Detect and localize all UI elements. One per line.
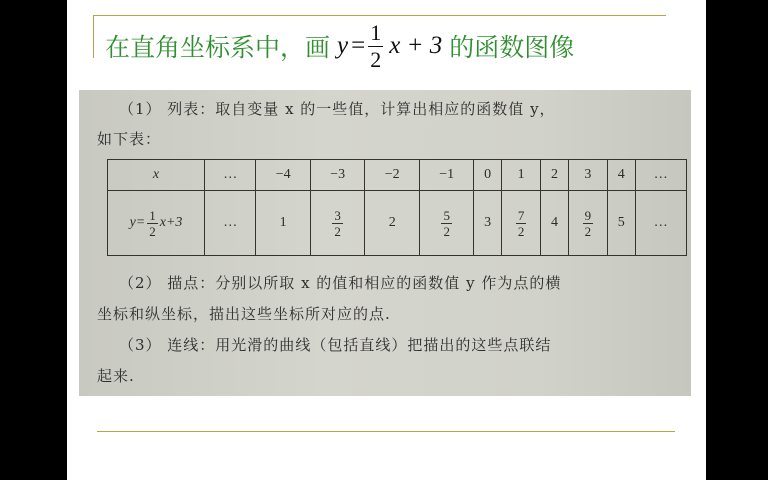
cell-fraction <box>332 209 343 238</box>
formula-equals: = <box>351 32 366 59</box>
cell-numerator: 5 <box>443 207 450 223</box>
title-prefix: 在直角坐标系中，画 <box>105 33 331 62</box>
table-cell-y: 1 <box>256 191 311 256</box>
table-cell-x: … <box>635 160 687 191</box>
y-label-den: 2 <box>149 223 156 239</box>
cell-denominator: 2 <box>443 223 450 239</box>
bottom-rule <box>97 431 675 432</box>
table-cell-y <box>419 191 474 256</box>
cell-fraction <box>516 209 527 238</box>
step1-line1: （1） 列表：取自变量 x 的一些值，计算出相应的函数值 y， <box>119 100 556 118</box>
table-cell-x: 2 <box>541 160 568 191</box>
table-cell-x: −1 <box>419 160 474 191</box>
table-cell-y <box>501 191 540 256</box>
cell-denominator: 2 <box>584 223 592 239</box>
table-cell-x: 4 <box>608 160 635 191</box>
cell-numerator: 7 <box>517 207 525 223</box>
step3-line1: （3） 连线：用光滑的曲线（包括直线）把描出的这些点联结 <box>119 336 552 354</box>
cell-denominator: 2 <box>517 223 525 239</box>
title-suffix: 的函数图像 <box>449 33 575 62</box>
table-cell-y: … <box>635 191 687 256</box>
table-cell-x: 1 <box>501 160 540 191</box>
table-cell-x: 3 <box>568 160 607 191</box>
table-cell-y: … <box>205 191 256 256</box>
table-cell-y <box>310 191 365 256</box>
table-cell-y: 4 <box>541 191 568 256</box>
formula-rest: x + 3 <box>389 32 443 59</box>
table-cell-y: 3 <box>474 191 501 256</box>
formula-y: y <box>337 32 349 59</box>
y-label-num: 1 <box>149 207 156 223</box>
step2-line2: 坐标和纵坐标，描出这些坐标所对应的点. <box>97 305 391 323</box>
step1-line2: 如下表： <box>97 130 162 148</box>
slide-title <box>105 14 574 78</box>
y-label-fraction <box>147 209 158 238</box>
table-cell-x: 0 <box>474 160 501 191</box>
table-cell-x: … <box>205 160 256 191</box>
table-cell-y: 2 <box>365 191 420 256</box>
table-row-y <box>108 191 687 256</box>
textbook-photo <box>79 90 691 396</box>
table-header-y <box>108 191 205 256</box>
cell-numerator: 3 <box>334 207 341 223</box>
cell-denominator: 2 <box>334 223 341 239</box>
step2-line1: （2） 描点：分别以所取 x 的值和相应的函数值 y 作为点的横 <box>119 274 562 292</box>
cell-fraction <box>583 209 594 238</box>
table-cell-y: 5 <box>608 191 635 256</box>
fraction-numerator: 1 <box>370 19 382 45</box>
cell-fraction <box>441 209 452 238</box>
table-cell-x: −3 <box>310 160 365 191</box>
table-cell-x: −2 <box>365 160 420 191</box>
slide <box>67 0 706 480</box>
formula-fraction <box>368 19 383 72</box>
value-table <box>107 159 687 256</box>
fraction-denominator: 2 <box>370 46 382 72</box>
y-label-left: y= <box>129 215 146 230</box>
title-formula <box>334 19 445 72</box>
table-cell-x: −4 <box>256 160 311 191</box>
step3-line2: 起来. <box>97 367 135 385</box>
table-cell-y <box>568 191 607 256</box>
table-row-x <box>108 160 687 191</box>
y-label-right: x+3 <box>159 215 183 230</box>
table-header-x: x <box>108 160 205 191</box>
cell-numerator: 9 <box>584 207 592 223</box>
